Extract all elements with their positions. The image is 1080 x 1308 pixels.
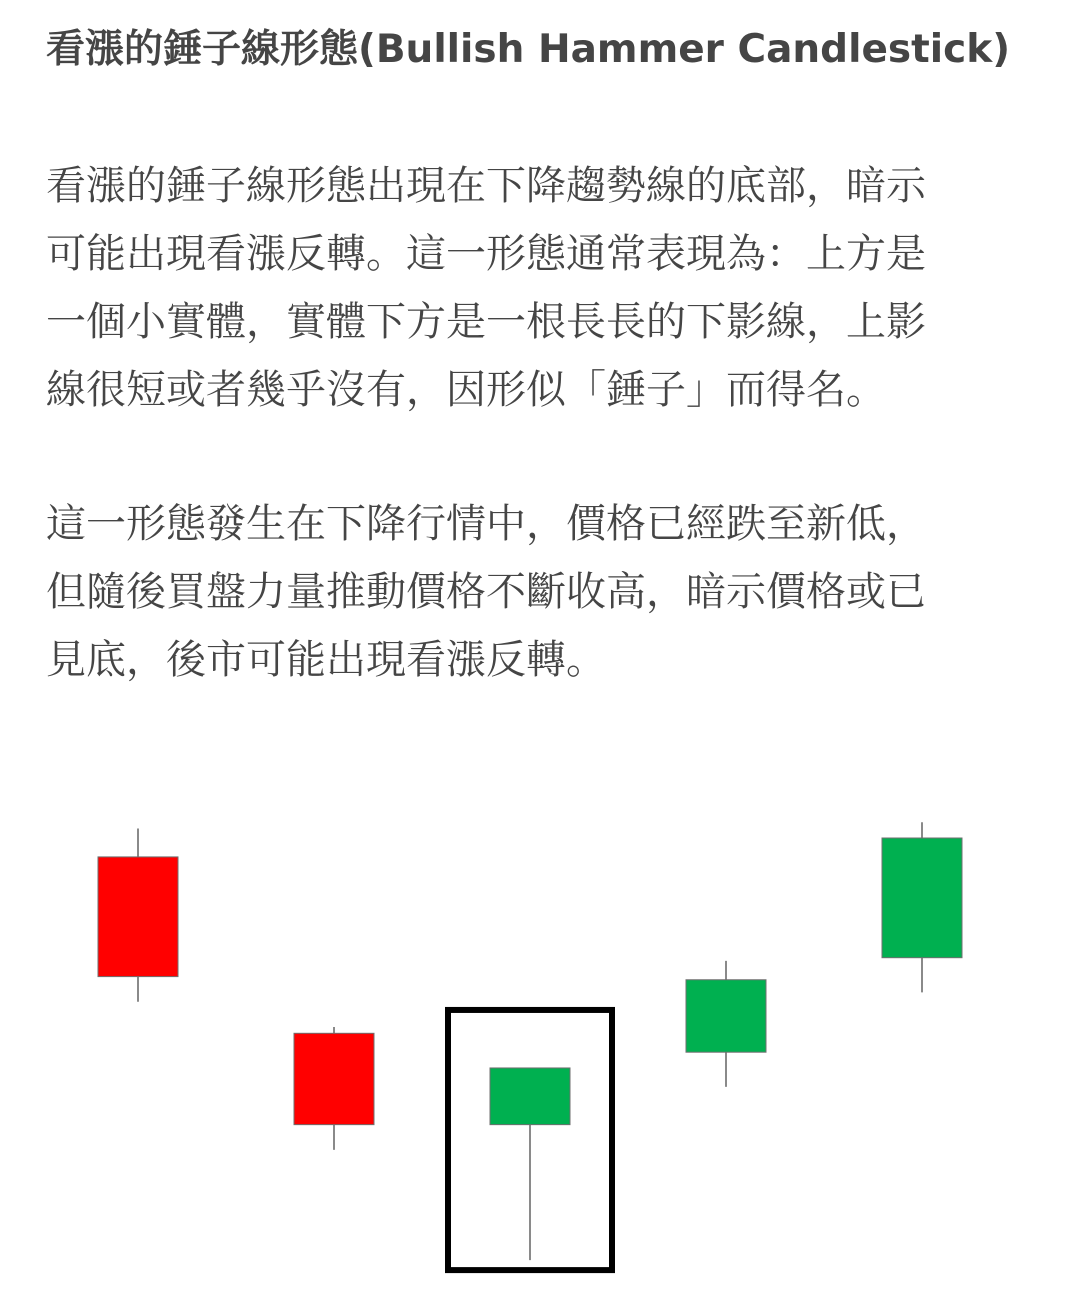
candle-body-bullish bbox=[490, 1068, 570, 1125]
paragraph-line: 可能出現看漲反轉。這一形態通常表現為：上方是 bbox=[46, 231, 926, 277]
candle-body-bullish bbox=[882, 838, 962, 958]
paragraph-line: 看漲的錘子線形態出現在下降趨勢線的底部，暗示 bbox=[46, 163, 926, 209]
candlestick-chart bbox=[0, 790, 1080, 1308]
paragraph-line: 線很短或者幾乎沒有，因形似「錘子」而得名。 bbox=[46, 367, 886, 413]
paragraph-hammer-definition bbox=[46, 152, 1026, 424]
article-title: 看漲的錘子線形態(Bullish Hammer Candlestick) bbox=[46, 27, 1011, 72]
paragraph-line: 但隨後買盤力量推動價格不斷收高，暗示價格或已 bbox=[46, 569, 926, 615]
paragraph-line: 見底，後市可能出現看漲反轉。 bbox=[46, 637, 606, 683]
candle-body-bearish bbox=[98, 857, 178, 977]
candle-body-bearish bbox=[294, 1033, 374, 1124]
candlestick-chart-svg bbox=[0, 790, 1080, 1308]
paragraph-line: 這一形態發生在下降行情中，價格已經跌至新低， bbox=[46, 501, 926, 547]
candle-body-bullish bbox=[686, 980, 766, 1052]
paragraph-hammer-context bbox=[46, 490, 1026, 694]
paragraph-line: 一個小實體，實體下方是一根長長的下影線，上影 bbox=[46, 299, 926, 345]
